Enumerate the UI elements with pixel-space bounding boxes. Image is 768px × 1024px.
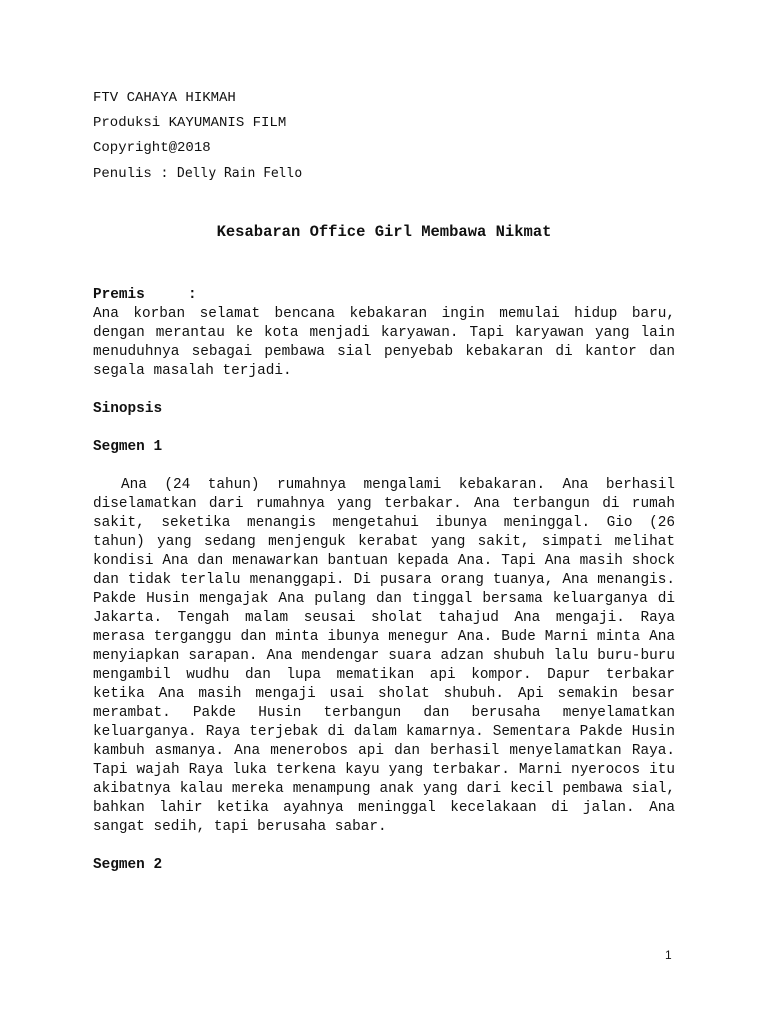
header-ftv-title: FTV CAHAYA HIKMAH <box>93 90 236 106</box>
spacer <box>93 381 675 400</box>
document-body <box>93 286 675 875</box>
spacer <box>93 419 675 438</box>
segmen1-heading: Segmen 1 <box>93 439 163 455</box>
sinopsis-heading: Sinopsis <box>93 401 163 417</box>
spacer <box>93 457 675 476</box>
page-number: 1 <box>665 948 672 962</box>
header-copyright: Copyright@2018 <box>93 140 211 156</box>
segmen1-paragraph: Ana (24 tahun) rumahnya mengalami kebakaran. Ana berhasil diselamatkan dari rumahnya yang terbakar. Ana terbangun di rumah sakit, seketika menangis mengetahui ibunya meninggal. Gio (26 tahun) yang sedang menjenguk kerabat yang sakit, simpati melihat kondisi Ana dan menawarkan bantuan kepada Ana. Tapi Ana masih shock dan tidak terlalu menanggapi. Di pusara orang tuanya, Ana menangis. Pakde Husin mengajak Ana pulang dan tinggal bersama keluarganya di Jakarta. Tengah malam seusai sholat tahajud Ana mengaji. Raya merasa terganggu dan minta ibunya menegur Ana. Bude Marni minta Ana menyiapkan sarapan. Ana mendengar suara adzan shubuh lalu buru-buru mengambil wudhu dan lupa mematikan api kompor. Dapur terbakar ketika Ana masih mengaji usai sholat shubuh. Api semakin besar merambat. Pakde Husin terbangun dan berusaha menyelamatkan keluarganya. Raya terjebak di dalam kamarnya. Sementara Pakde Husin kambuh asmanya. Ana menerobos api dan berhasil menyelamatkan Raya. Tapi wajah Raya luka terkena kayu yang terbakar. Marni nyerocos itu akibatnya kalau mereka menampung anak yang dari kecil pembawa sial, bahkan lahir ketika ayahnya meninggal kecelakaan di jalan. Ana sangat sedih, tapi berusaha sabar. <box>93 477 675 835</box>
author-label: Penulis : <box>93 166 178 182</box>
premis-heading: Premis : <box>93 287 197 303</box>
author-name: Delly Rain Fello <box>177 166 303 181</box>
header-production: Produksi KAYUMANIS FILM <box>93 115 287 131</box>
header-author <box>93 161 302 187</box>
spacer <box>93 837 675 856</box>
segmen2-heading: Segmen 2 <box>93 857 163 873</box>
premis-paragraph: Ana korban selamat bencana kebakaran ingin memulai hidup baru, dengan merantau ke kota menjadi karyawan. Tapi karyawan yang lain menuduhnya sebagai pembawa sial penyebab kebakaran di kantor dan segala masalah terjadi. <box>93 306 675 379</box>
document-title: Kesabaran Office Girl Membawa Nikmat <box>216 223 552 241</box>
document-header <box>93 86 302 187</box>
